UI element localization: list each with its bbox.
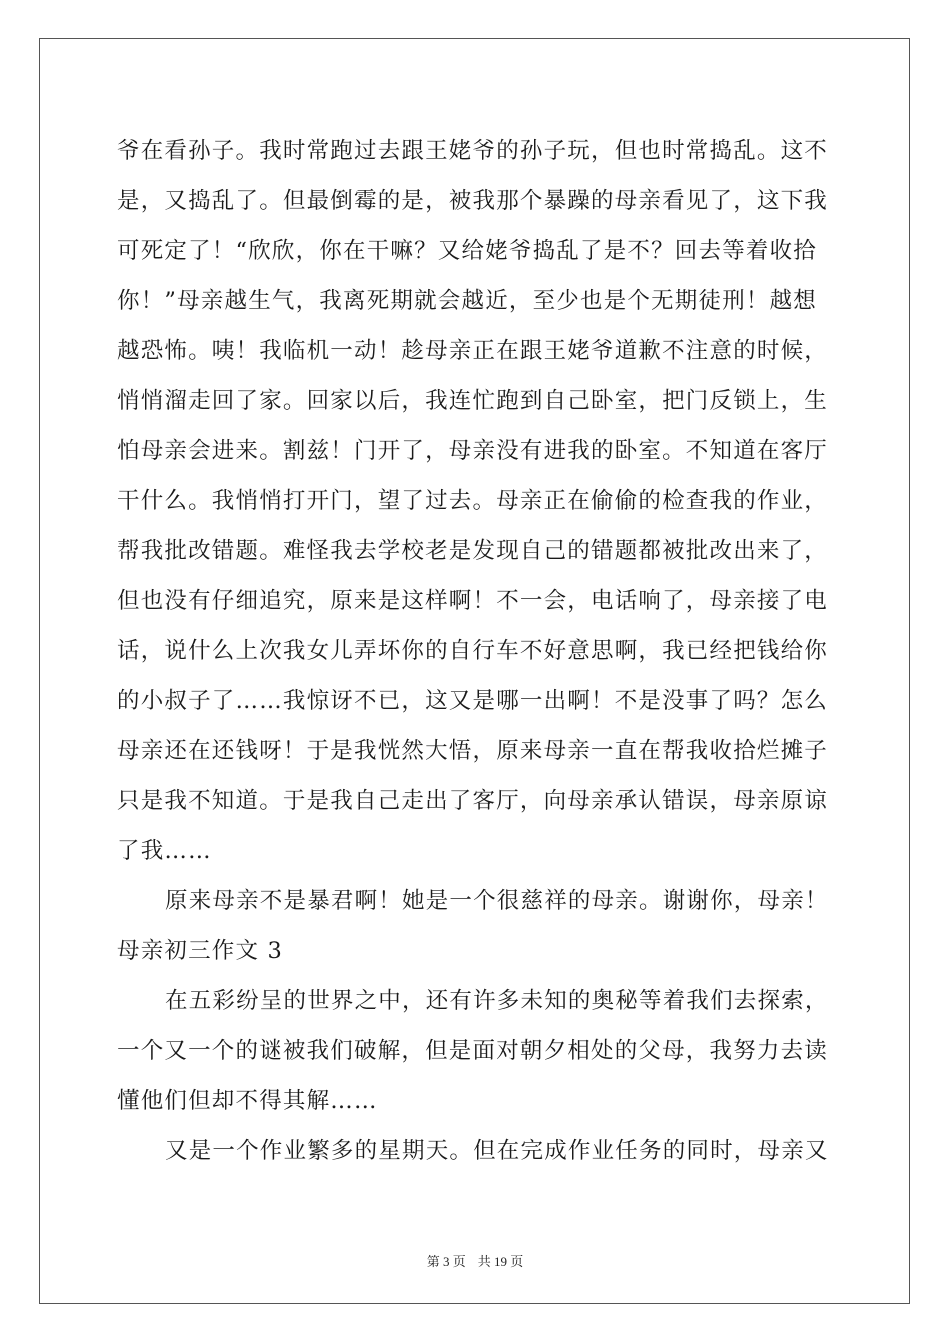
text-line: 悄悄溜走回了家。回家以后，我连忙跑到自己卧室，把门反锁上，生 xyxy=(117,388,829,414)
section-heading: 母亲初三作文 3 xyxy=(117,938,284,964)
text-line: 一个又一个的谜被我们破解，但是面对朝夕相处的父母，我努力去读 xyxy=(117,1038,829,1064)
text-line: 只是我不知道。于是我自己走出了客厅，向母亲承认错误，母亲原谅 xyxy=(117,788,829,814)
total-pages: 共 19 页 xyxy=(477,1254,524,1269)
paragraph-line: 原来母亲不是暴君啊！她是一个很慈祥的母亲。谢谢你，母亲！ xyxy=(165,888,829,914)
text-line: 母亲还在还钱呀！于是我恍然大悟，原来母亲一直在帮我收拾烂摊子 xyxy=(117,738,829,764)
text-line: 干什么。我悄悄打开门，望了过去。母亲正在偷偷的检查我的作业， xyxy=(117,488,829,514)
paragraph-line: 在五彩纷呈的世界之中，还有许多未知的奥秘等着我们去探索， xyxy=(165,988,829,1014)
text-line: 你！”母亲越生气，我离死期就会越近，至少也是个无期徒刑！越想 xyxy=(117,288,818,314)
text-line: 话，说什么上次我女儿弄坏你的自行车不好意思啊，我已经把钱给你 xyxy=(117,638,829,664)
text-line: 怕母亲会进来。割兹！门开了，母亲没有进我的卧室。不知道在客厅 xyxy=(117,438,829,464)
text-line: 帮我批改错题。难怪我去学校老是发现自己的错题都被批改出来了， xyxy=(117,538,829,564)
text-line: 但也没有仔细追究，原来是这样啊！不一会，电话响了，母亲接了电 xyxy=(117,588,829,614)
text-line: 越恐怖。咦！我临机一动！趁母亲正在跟王姥爷道歉不注意的时候， xyxy=(117,338,829,364)
text-line: 爷在看孙子。我时常跑过去跟王姥爷的孙子玩，但也时常捣乱。这不 xyxy=(117,138,829,164)
page-footer xyxy=(0,1251,950,1270)
page-number: 第 3 页 xyxy=(426,1254,466,1269)
text-line: 的小叔子了……我惊讶不已，这又是哪一出啊！不是没事了吗？怎么 xyxy=(117,688,829,714)
paragraph-line: 又是一个作业繁多的星期天。但在完成作业任务的同时，母亲又 xyxy=(165,1138,829,1164)
text-line: 可死定了！“欣欣，你在干嘛？又给姥爷捣乱了是不？回去等着收拾 xyxy=(117,238,818,264)
text-line: 了我…… xyxy=(117,838,212,864)
text-line: 懂他们但却不得其解…… xyxy=(117,1088,378,1114)
text-line: 是，又捣乱了。但最倒霉的是，被我那个暴躁的母亲看见了，这下我 xyxy=(117,188,829,214)
document-body xyxy=(117,126,833,1176)
